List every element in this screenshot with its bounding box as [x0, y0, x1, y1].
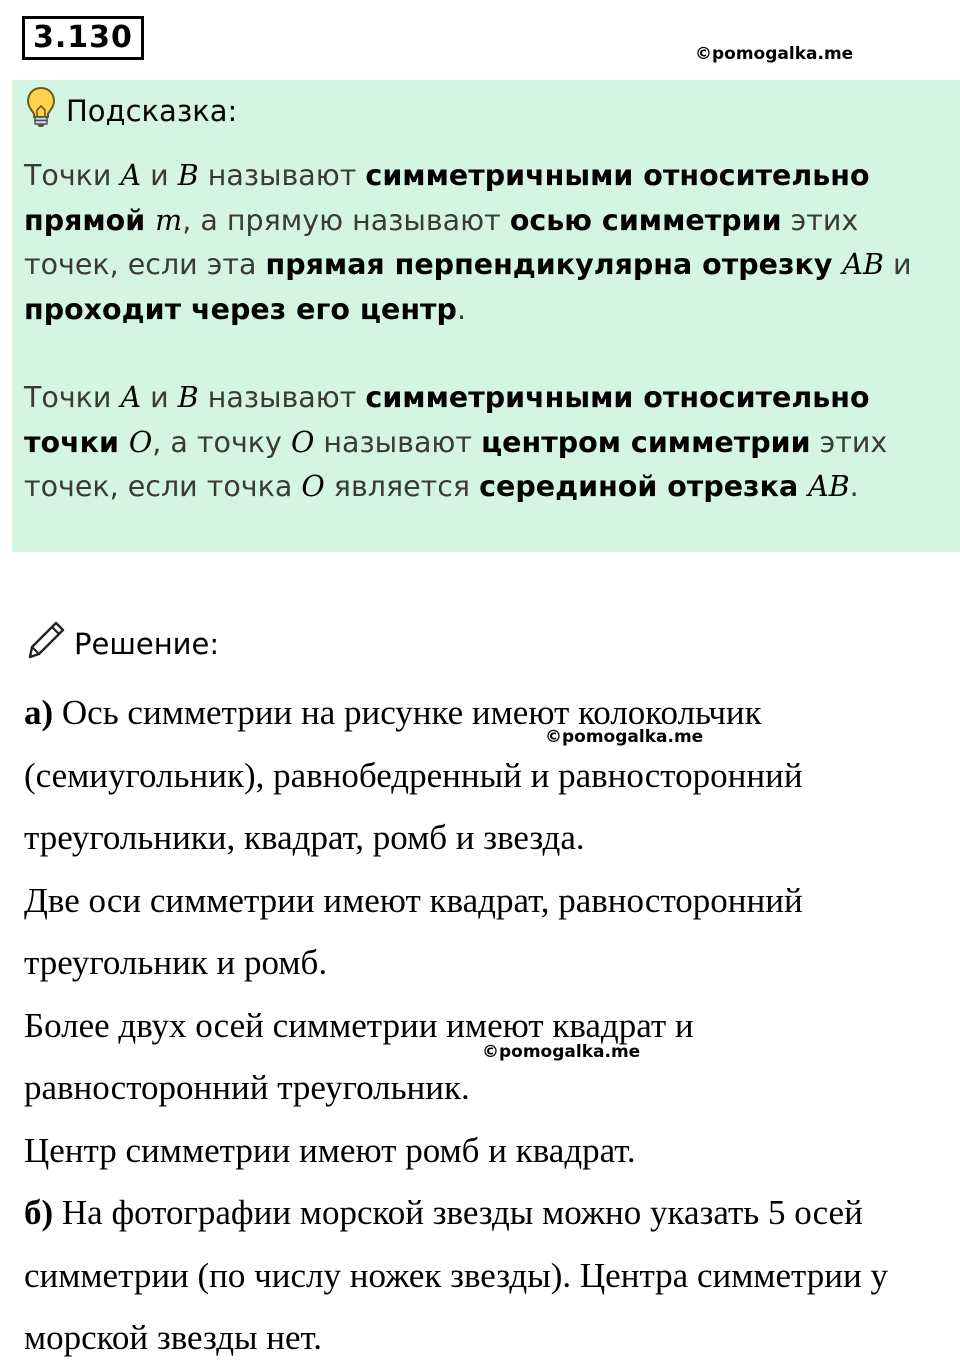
hint-paragraph-line-symmetry: Точки A и B называют симметричными относительно прямой m, а прямую называют осью симметрии этих точек, если эта прямая перпендикулярна отрезку AB и проходит через его центр.	[24, 159, 912, 326]
solution-line: симметрии (по числу ножек звезды). Центра симметрии у	[24, 1255, 888, 1295]
solution-line: Две оси симметрии имеют квадрат, равносторонний	[24, 880, 803, 920]
solution-line: треугольники, квадрат, ромб и звезда.	[24, 818, 585, 857]
solution-title-label: Решение:	[74, 626, 220, 661]
solution-text	[24, 682, 944, 1370]
solution-line: морской звезды нет.	[24, 1318, 322, 1357]
watermark: ©pomogalka.me	[545, 727, 704, 747]
solution-line: треугольник и ромб.	[24, 943, 328, 982]
solution-line: а) Ось симметрии на рисунке имеют колокольчик	[24, 693, 762, 732]
solution-line: Более двух осей симметрии имеют квадрат и	[24, 1005, 694, 1045]
solution-line: б) На фотографии морской звезды можно указать 5 осей	[24, 1193, 863, 1232]
watermark: ©pomogalka.me	[695, 44, 854, 64]
watermark: ©pomogalka.me	[482, 1042, 641, 1062]
pencil-icon	[26, 620, 66, 667]
problem-number: 3.130	[22, 16, 144, 60]
lightbulb-icon	[26, 86, 56, 135]
solution-line: Центр симметрии имеют ромб и квадрат.	[24, 1130, 636, 1170]
solution-title	[26, 620, 219, 667]
hint-title-label: Подсказка:	[66, 93, 238, 128]
hint-paragraph-point-symmetry: Точки A и B называют симметричными относительно точки O, а точку O называют центром симметрии этих точек, если точка O является серединой отрезка AB.	[24, 381, 888, 503]
hint-title	[26, 86, 237, 135]
solution-line: равносторонний треугольник.	[24, 1068, 470, 1107]
solution-line: (семиугольник), равнобедренный и равносторонний	[24, 755, 803, 795]
